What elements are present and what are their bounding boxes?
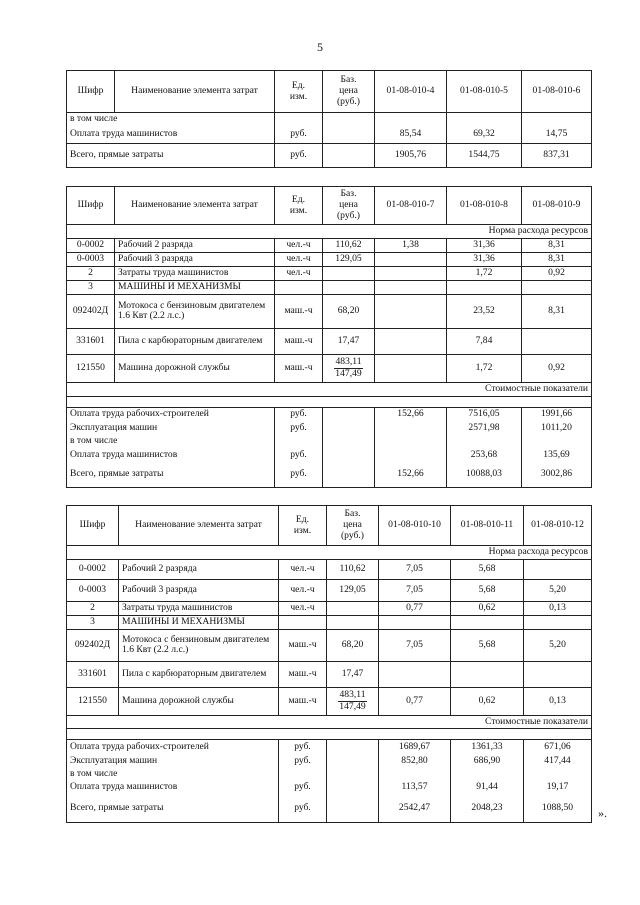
value-cell: 1,72 (447, 266, 522, 280)
value-cell: 2571,98 (447, 421, 522, 435)
code-cell: 331601 (67, 661, 119, 687)
table-row (67, 280, 592, 294)
name-cell: Мотокоса с бензиновым двигателем 1.6 Квт (2.2 л.с.) (119, 629, 279, 661)
value-cell: 8,31 (522, 238, 592, 252)
header-col-2: 01-08-010-5 (447, 71, 522, 113)
table-header-row (67, 506, 592, 546)
cost-section-label: Стоимостные показатели (67, 382, 592, 396)
price-cell: 110,62 (323, 238, 375, 252)
value-cell (375, 421, 447, 435)
table-row (67, 266, 592, 280)
gap-row (67, 396, 592, 407)
value-cell (375, 328, 447, 354)
table-row (67, 795, 592, 823)
incl-label: в том числе (67, 435, 275, 448)
table-row (67, 252, 592, 266)
total-label: Всего, прямые затраты (67, 462, 275, 488)
value-cell: 5,68 (451, 559, 524, 579)
value-cell (375, 354, 447, 382)
value-cell (375, 448, 447, 462)
value-cell: 852,80 (379, 754, 451, 768)
value-cell: 10088,03 (447, 462, 522, 488)
header-unit: Ед. изм. (275, 187, 323, 225)
code-cell: 121550 (67, 687, 119, 715)
table-row (67, 754, 592, 768)
table-row (67, 354, 592, 382)
machinists-label: Оплата труда машинистов (67, 448, 275, 462)
value-cell: 837,31 (522, 144, 592, 168)
price-cell (323, 266, 375, 280)
price-cell (327, 601, 379, 615)
value-cell: 3002,86 (522, 462, 592, 488)
table-header-row (67, 71, 592, 113)
unit-cell: руб. (275, 462, 323, 488)
table-row (67, 559, 592, 579)
value-cell (524, 559, 592, 579)
operation-label: Эксплуатация машин (67, 754, 279, 768)
total-label: Всего, прямые затраты (67, 795, 279, 823)
name-cell: Затраты труда машинистов (115, 266, 275, 280)
header-code: Шифр (67, 71, 115, 113)
value-cell (524, 661, 592, 687)
unit-cell: маш.-ч (279, 661, 327, 687)
header-price: Баз. цена (руб.) (323, 187, 375, 225)
table-row (67, 448, 592, 462)
machines-title: МАШИНЫ И МЕХАНИЗМЫ (115, 280, 275, 294)
value-cell: 0,92 (522, 354, 592, 382)
header-name: Наименование элемента затрат (115, 187, 275, 225)
closing-quote: ». (598, 806, 607, 820)
code-cell: 2 (67, 601, 119, 615)
value-cell: 1905,76 (375, 144, 447, 168)
page-number: 5 (317, 40, 323, 54)
unit-cell: маш.-ч (275, 354, 323, 382)
value-cell: 417,44 (524, 754, 592, 768)
header-col-3: 01-08-010-9 (522, 187, 592, 225)
code-cell: 121550 (67, 354, 115, 382)
code-cell: 331601 (67, 328, 115, 354)
value-cell: 0,77 (379, 601, 451, 615)
unit-cell: маш.-ч (279, 687, 327, 715)
value-cell: 2542,47 (379, 795, 451, 823)
name-cell: Мотокоса с бензиновым двигателем 1.6 Квт (2.2 л.с.) (115, 294, 275, 328)
table-row (67, 294, 592, 328)
header-col-3: 01-08-010-12 (524, 506, 592, 546)
table-row (67, 144, 592, 168)
header-col-2: 01-08-010-8 (447, 187, 522, 225)
unit-cell: маш.-ч (275, 294, 323, 328)
table-row (67, 421, 592, 435)
name-cell: Пила с карбюраторным двигателем (119, 661, 279, 687)
value-cell: 5,20 (524, 629, 592, 661)
norm-section-label: Норма расхода ресурсов (67, 546, 592, 560)
value-cell: 0,62 (451, 601, 524, 615)
value-cell: 31,36 (447, 252, 522, 266)
table-header-row (67, 187, 592, 225)
section-row (67, 225, 592, 239)
section-row (67, 546, 592, 560)
name-cell: Рабочий 2 разряда (119, 559, 279, 579)
header-price: Баз. цена (руб.) (323, 71, 375, 113)
value-cell: 23,52 (447, 294, 522, 328)
table-row (67, 126, 592, 144)
name-cell: Рабочий 3 разряда (115, 252, 275, 266)
table-row (67, 768, 592, 781)
unit-cell: маш.-ч (279, 629, 327, 661)
code-cell: 0-0002 (67, 238, 115, 252)
table-row (67, 661, 592, 687)
code-cell: 3 (67, 280, 115, 294)
value-cell: 152,66 (375, 462, 447, 488)
total-label: Всего, прямые затраты (67, 144, 275, 168)
value-cell: 31,36 (447, 238, 522, 252)
price-cell: 17,47 (327, 661, 379, 687)
value-cell: 1,38 (375, 238, 447, 252)
value-cell: 113,57 (379, 781, 451, 795)
name-cell: Рабочий 2 разряда (115, 238, 275, 252)
value-cell: 19,17 (524, 781, 592, 795)
value-cell (375, 294, 447, 328)
price-cell: 17,47 (323, 328, 375, 354)
price-cell: $\frac{483,11}{147,49}$ (327, 687, 379, 715)
code-cell: 0-0003 (67, 252, 115, 266)
code-cell: 3 (67, 615, 119, 629)
table-row (67, 435, 592, 448)
value-cell: 91,44 (451, 781, 524, 795)
header-col-1: 01-08-010-10 (379, 506, 451, 546)
header-unit: Ед. изм. (275, 71, 323, 113)
unit-cell: чел.-ч (275, 238, 323, 252)
value-cell (375, 252, 447, 266)
value-cell: 5,20 (524, 579, 592, 601)
workers-label: Оплата труда рабочих-строителей (67, 407, 275, 421)
unit-cell: чел.-ч (275, 266, 323, 280)
value-cell: 135,69 (522, 448, 592, 462)
table-row (67, 113, 592, 126)
name-cell: Пила с карбюраторным двигателем (115, 328, 275, 354)
value-cell: 8,31 (522, 252, 592, 266)
header-name: Наименование элемента затрат (119, 506, 279, 546)
name-cell: Машина дорожной службы (115, 354, 275, 382)
unit-cell: руб. (275, 407, 323, 421)
value-cell: 1544,75 (447, 144, 522, 168)
value-cell: 69,32 (447, 126, 522, 144)
unit-cell: руб. (275, 126, 323, 144)
table-row (67, 687, 592, 715)
name-cell: Затраты труда машинистов (119, 601, 279, 615)
price-cell: 129,05 (323, 252, 375, 266)
value-cell: 7516,05 (447, 407, 522, 421)
value-cell (451, 661, 524, 687)
unit-cell: чел.-ч (275, 252, 323, 266)
header-col-3: 01-08-010-6 (522, 71, 592, 113)
incl-label: в том числе (67, 113, 275, 126)
header-price: Баз. цена (руб.) (327, 506, 379, 546)
cost-table-2 (66, 186, 592, 488)
value-cell: 152,66 (375, 407, 447, 421)
value-cell: 0,62 (451, 687, 524, 715)
header-code: Шифр (67, 187, 115, 225)
cost-section-label: Стоимостные показатели (67, 715, 592, 729)
cost-table-1 (66, 70, 592, 168)
workers-label: Оплата труда рабочих-строителей (67, 740, 279, 754)
unit-cell: чел.-ч (279, 601, 327, 615)
norm-section-label: Норма расхода ресурсов (67, 225, 592, 239)
value-cell: 0,13 (524, 687, 592, 715)
unit-cell: руб. (275, 448, 323, 462)
value-cell: 5,68 (451, 579, 524, 601)
value-cell: 14,75 (522, 126, 592, 144)
value-cell: 7,05 (379, 559, 451, 579)
name-cell: Рабочий 3 разряда (119, 579, 279, 601)
machinists-label: Оплата труда машинистов (67, 781, 279, 795)
value-cell (379, 661, 451, 687)
unit-cell: маш.-ч (275, 328, 323, 354)
value-cell: 671,06 (524, 740, 592, 754)
value-cell: 1689,67 (379, 740, 451, 754)
code-cell: 092402Д (67, 294, 115, 328)
cost-table-3 (66, 505, 592, 823)
value-cell: 1088,50 (524, 795, 592, 823)
header-col-1: 01-08-010-7 (375, 187, 447, 225)
incl-label: в том числе (67, 768, 279, 781)
name-cell: Машина дорожной службы (119, 687, 279, 715)
operation-label: Эксплуатация машин (67, 421, 275, 435)
unit-cell: руб. (279, 781, 327, 795)
price-cell: $\frac{483,11}{147,49}$ (323, 354, 375, 382)
header-unit: Ед. изм. (279, 506, 327, 546)
value-cell: 0,13 (524, 601, 592, 615)
table-row (67, 781, 592, 795)
unit-cell: руб. (279, 754, 327, 768)
unit-cell: руб. (279, 740, 327, 754)
header-name: Наименование элемента затрат (115, 71, 275, 113)
value-cell: 253,68 (447, 448, 522, 462)
table-row (67, 462, 592, 488)
unit-cell: чел.-ч (279, 579, 327, 601)
value-cell: 7,05 (379, 579, 451, 601)
header-col-1: 01-08-010-4 (375, 71, 447, 113)
table-row (67, 629, 592, 661)
price-cell: 68,20 (323, 294, 375, 328)
code-cell: 0-0002 (67, 559, 119, 579)
unit-cell: руб. (275, 144, 323, 168)
unit-cell: руб. (279, 795, 327, 823)
header-code: Шифр (67, 506, 119, 546)
value-cell (375, 266, 447, 280)
price-cell: 110,62 (327, 559, 379, 579)
value-cell: 1,72 (447, 354, 522, 382)
table-row (67, 601, 592, 615)
table-row (67, 615, 592, 629)
section-row (67, 382, 592, 396)
value-cell: 7,05 (379, 629, 451, 661)
machines-title: МАШИНЫ И МЕХАНИЗМЫ (119, 615, 279, 629)
value-cell: 5,68 (451, 629, 524, 661)
value-cell: 686,90 (451, 754, 524, 768)
header-col-2: 01-08-010-11 (451, 506, 524, 546)
gap-row (67, 729, 592, 740)
unit-cell: руб. (275, 421, 323, 435)
value-cell: 1361,33 (451, 740, 524, 754)
section-row (67, 715, 592, 729)
value-cell: 1011,20 (522, 421, 592, 435)
table-row (67, 238, 592, 252)
value-cell: 85,54 (375, 126, 447, 144)
table-row (67, 579, 592, 601)
value-cell: 0,77 (379, 687, 451, 715)
table-row (67, 328, 592, 354)
value-cell (522, 328, 592, 354)
price-cell: 68,20 (327, 629, 379, 661)
value-cell: 7,84 (447, 328, 522, 354)
machinists-label: Оплата труда машинистов (67, 126, 275, 144)
price-cell: 129,05 (327, 579, 379, 601)
unit-cell: чел.-ч (279, 559, 327, 579)
table-row (67, 740, 592, 754)
table-row (67, 407, 592, 421)
value-cell: 2048,23 (451, 795, 524, 823)
code-cell: 0-0003 (67, 579, 119, 601)
code-cell: 092402Д (67, 629, 119, 661)
code-cell: 2 (67, 266, 115, 280)
value-cell: 0,92 (522, 266, 592, 280)
value-cell: 1991,66 (522, 407, 592, 421)
value-cell: 8,31 (522, 294, 592, 328)
